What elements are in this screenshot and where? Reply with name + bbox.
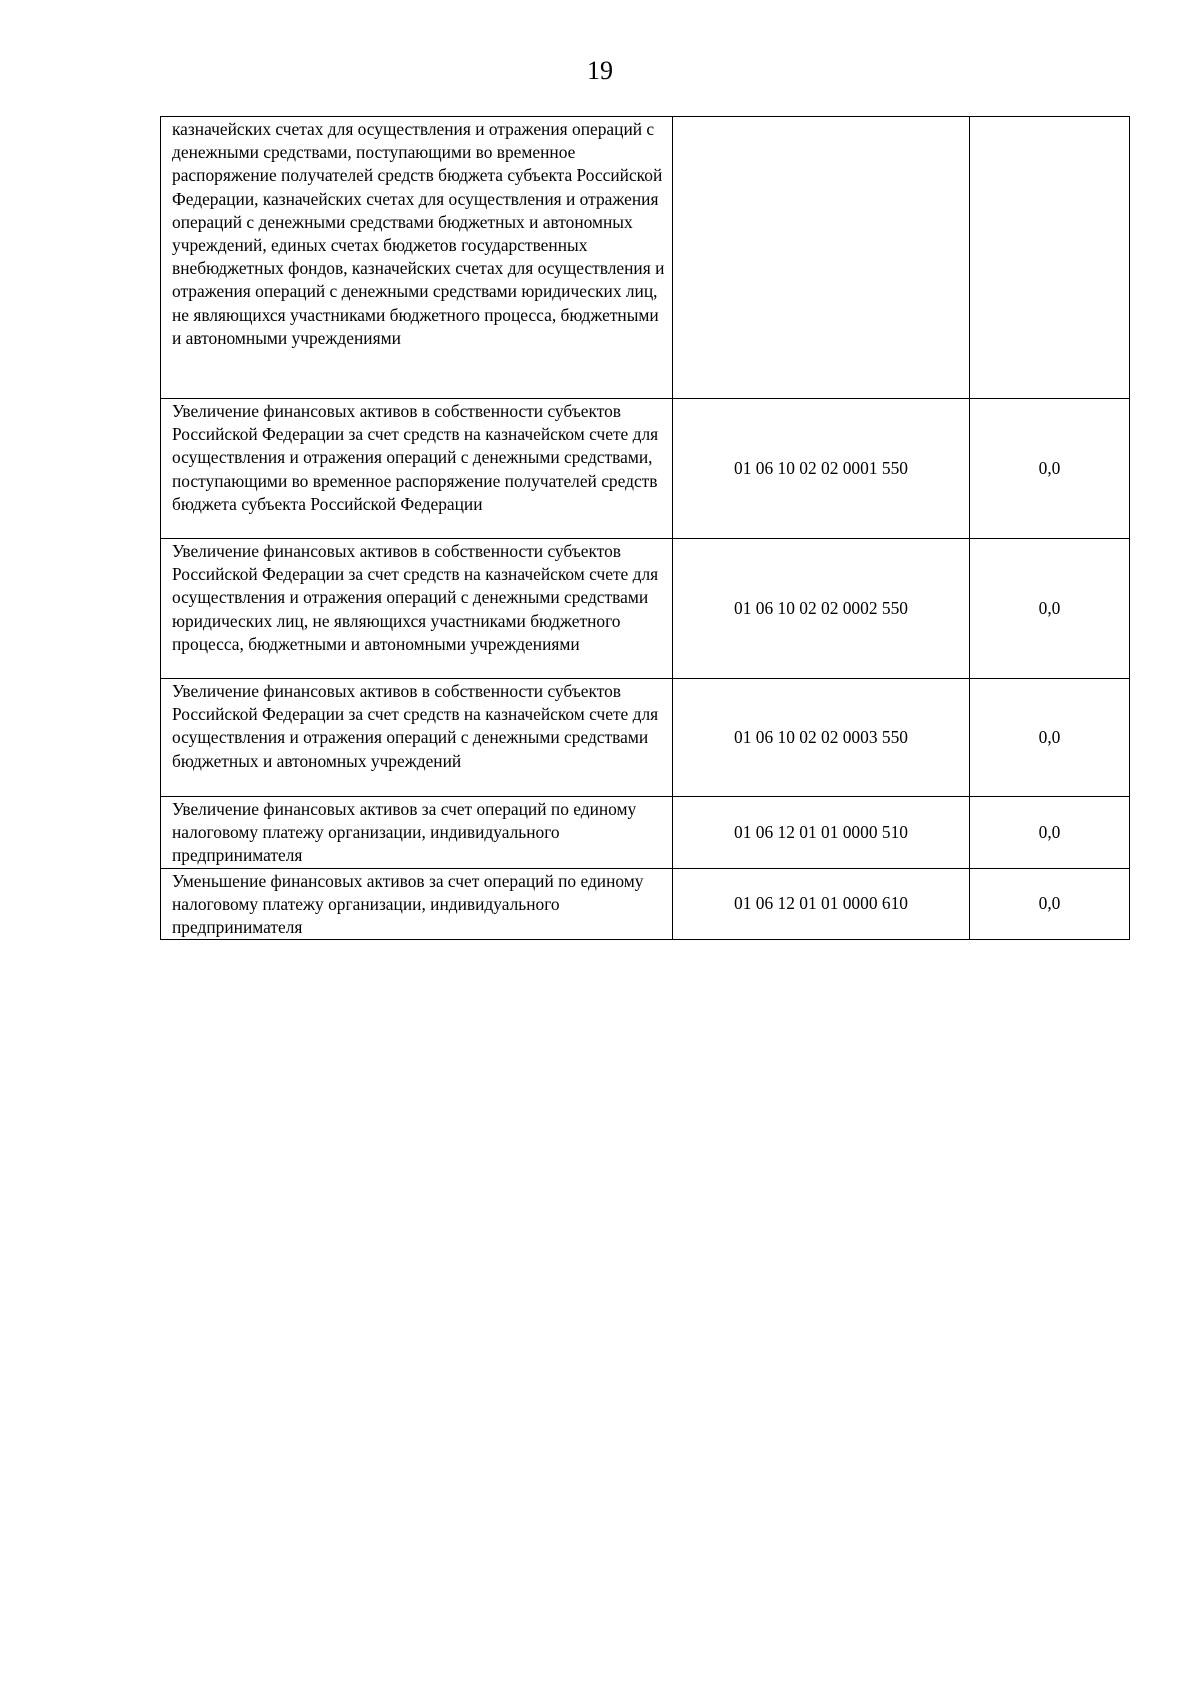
row-value xyxy=(970,117,1130,399)
budget-sources-table xyxy=(160,116,1130,940)
row-value: 0,0 xyxy=(970,797,1130,869)
row-code: 01 06 12 01 01 0000 610 xyxy=(673,868,970,940)
row-description: Уменьшение финансовых активов за счет операций по единому налоговому платежу организации, индивидуального предпринимателя xyxy=(161,868,673,940)
table-row xyxy=(161,868,1130,940)
row-description: Увеличение финансовых активов в собственности субъектов Российской Федерации за счет средств на казначейском счете для осуществления и отражения операций с денежными средствами бюджетных и автономных учреждений xyxy=(161,679,673,797)
table-row xyxy=(161,797,1130,869)
row-code xyxy=(673,117,970,399)
table-row xyxy=(161,399,1130,539)
row-code: 01 06 10 02 02 0002 550 xyxy=(673,539,970,679)
row-description: Увеличение финансовых активов в собственности субъектов Российской Федерации за счет средств на казначейском счете для осуществления и отражения операций с денежными средствами юридических лиц, не являющихся участниками бюджетного процесса, бюджетными и автономными учреждениями xyxy=(161,539,673,679)
table-row xyxy=(161,117,1130,399)
row-value: 0,0 xyxy=(970,868,1130,940)
row-description: казначейских счетах для осуществления и отражения операций с денежными средствами, поступающими во временное распоряжение получателей средств бюджета субъекта Российской Федерации, казначейских счетах для осуществления и отражения операций с денежными средствами бюджетных и автономных учреждений, единых счетах бюджетов государственных внебюджетных фондов, казначейских счетах для осуществления и отражения операций с денежными средствами юридических лиц, не являющихся участниками бюджетного процесса, бюджетными и автономными учреждениями xyxy=(161,117,673,399)
row-description: Увеличение финансовых активов за счет операций по единому налоговому платежу организации, индивидуального предпринимателя xyxy=(161,797,673,869)
table-row xyxy=(161,679,1130,797)
row-code: 01 06 10 02 02 0001 550 xyxy=(673,399,970,539)
row-code: 01 06 10 02 02 0003 550 xyxy=(673,679,970,797)
table-row xyxy=(161,539,1130,679)
row-value: 0,0 xyxy=(970,399,1130,539)
page-number: 19 xyxy=(587,56,613,85)
row-code: 01 06 12 01 01 0000 510 xyxy=(673,797,970,869)
row-description: Увеличение финансовых активов в собственности субъектов Российской Федерации за счет средств на казначейском счете для осуществления и отражения операций с денежными средствами, поступающими во временное распоряжение получателей средств бюджета субъекта Российской Федерации xyxy=(161,399,673,539)
row-value: 0,0 xyxy=(970,539,1130,679)
row-value: 0,0 xyxy=(970,679,1130,797)
